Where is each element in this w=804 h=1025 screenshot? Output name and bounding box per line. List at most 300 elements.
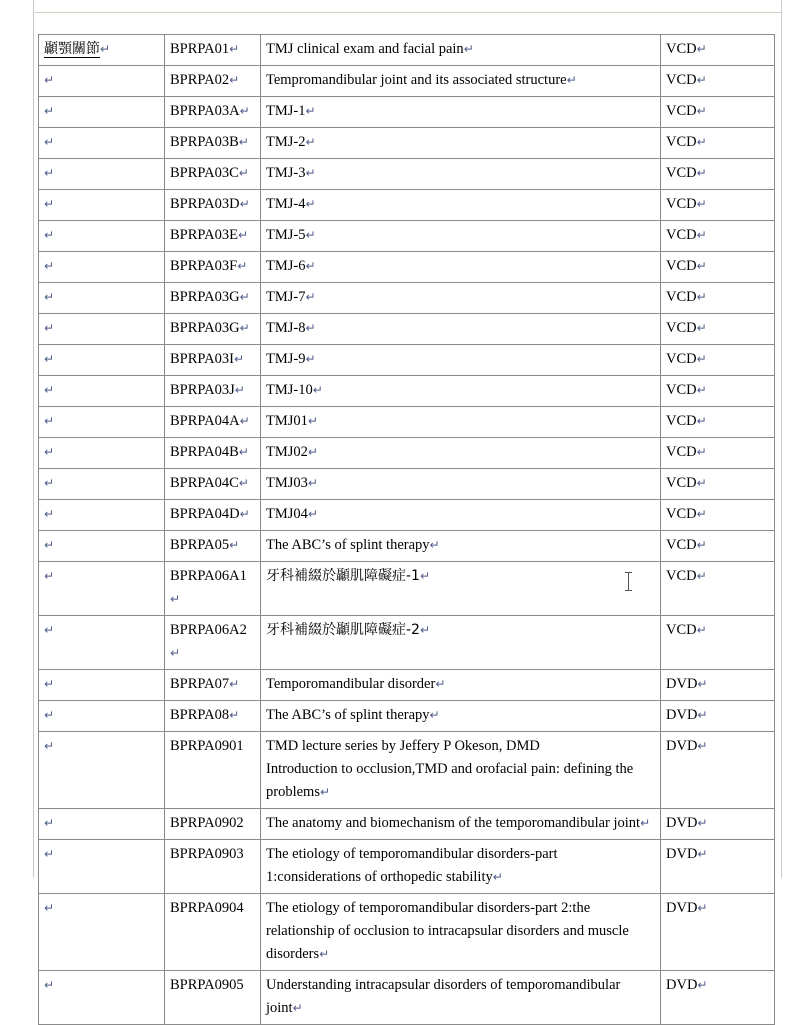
cell-category[interactable] [39, 159, 165, 190]
cell-media[interactable] [661, 894, 775, 971]
table-row [39, 407, 775, 438]
cell-code[interactable] [165, 701, 261, 732]
paragraph-mark: ↵ [44, 978, 55, 992]
paragraph-mark: ↵ [697, 708, 708, 722]
title-label: TMJ03↵ [266, 475, 318, 491]
paragraph-mark: ↵ [307, 507, 318, 521]
paragraph-mark: ↵ [229, 538, 240, 552]
code-label: BPRPA03B [170, 134, 239, 150]
paragraph-mark: ↵ [44, 352, 55, 366]
cell-media[interactable] [661, 531, 775, 562]
cell-media[interactable] [661, 840, 775, 894]
cell-code[interactable] [165, 35, 261, 66]
paragraph-mark: ↵ [44, 259, 55, 273]
media-label: VCD [666, 134, 697, 150]
paragraph-mark: ↵ [696, 104, 707, 118]
media-label: VCD [666, 475, 697, 491]
cell-category[interactable] [39, 500, 165, 531]
cell-category[interactable] [39, 971, 165, 1025]
cell-category[interactable] [39, 66, 165, 97]
cell-title[interactable] [261, 469, 661, 500]
paragraph-mark: ↵ [44, 197, 55, 211]
page-left-margin [0, 0, 33, 878]
paragraph-mark: ↵ [696, 569, 707, 583]
paragraph-mark: ↵ [305, 352, 316, 366]
cell-category[interactable] [39, 562, 165, 616]
paragraph-mark: ↵ [292, 1001, 303, 1015]
code-label: BPRPA03G [170, 289, 240, 305]
paragraph-mark: ↵ [305, 321, 316, 335]
cell-title[interactable] [261, 376, 661, 407]
table-row [39, 840, 775, 894]
paragraph-mark: ↵ [44, 507, 55, 521]
media-label: VCD [666, 382, 697, 398]
cell-media[interactable] [661, 971, 775, 1025]
paragraph-mark: ↵ [234, 383, 245, 397]
cell-code[interactable] [165, 314, 261, 345]
cell-media[interactable] [661, 616, 775, 670]
paragraph-mark: ↵ [305, 259, 316, 273]
media-label: VCD [666, 444, 697, 460]
cell-category[interactable] [39, 809, 165, 840]
code-label: BPRPA03G [170, 320, 240, 336]
cell-category[interactable] [39, 128, 165, 159]
cell-category[interactable] [39, 376, 165, 407]
code-label: BPRPA04C [170, 475, 239, 491]
paragraph-mark: ↵ [696, 383, 707, 397]
cell-title[interactable] [261, 407, 661, 438]
title-label: TMJ-6↵ [266, 258, 316, 274]
title-label: TMJ clinical exam and facial pain↵ [266, 41, 474, 57]
media-label: VCD [666, 103, 697, 119]
table-row [39, 345, 775, 376]
paragraph-mark: ↵ [238, 445, 249, 459]
cell-category[interactable] [39, 701, 165, 732]
code-label: BPRPA04B [170, 444, 239, 460]
cell-media[interactable] [661, 159, 775, 190]
cell-code[interactable] [165, 971, 261, 1025]
paragraph-mark: ↵ [239, 321, 250, 335]
paragraph-mark: ↵ [696, 507, 707, 521]
paragraph-mark: ↵ [640, 816, 651, 830]
cell-code[interactable] [165, 531, 261, 562]
table-row [39, 701, 775, 732]
paragraph-mark: ↵ [44, 569, 55, 583]
media-label: DVD [666, 676, 698, 692]
code-label: BPRPA03C [170, 165, 239, 181]
paragraph-mark: ↵ [419, 623, 431, 637]
paragraph-mark: ↵ [239, 507, 250, 521]
paragraph-mark: ↵ [319, 947, 330, 961]
table-row [39, 376, 775, 407]
code-label: BPRPA03D [170, 196, 240, 212]
paragraph-mark: ↵ [696, 166, 707, 180]
paragraph-mark: ↵ [696, 42, 707, 56]
cell-media[interactable] [661, 314, 775, 345]
code-label: BPRPA0901 [170, 738, 244, 754]
media-label: VCD [666, 289, 697, 305]
cell-title[interactable] [261, 732, 661, 809]
cell-category[interactable] [39, 97, 165, 128]
cell-code[interactable] [165, 283, 261, 314]
table-row [39, 221, 775, 252]
cell-code[interactable] [165, 670, 261, 701]
paragraph-mark: ↵ [44, 538, 55, 552]
cell-category[interactable] [39, 221, 165, 252]
code-label: BPRPA0902 [170, 815, 244, 831]
cell-category[interactable] [39, 732, 165, 809]
category-label: 顳顎關節 [44, 41, 100, 57]
paragraph-mark: ↵ [238, 476, 249, 490]
cell-media[interactable] [661, 35, 775, 66]
media-label: VCD [666, 72, 697, 88]
code-label: BPRPA03I [170, 351, 234, 367]
paragraph-mark: ↵ [419, 569, 431, 583]
title-label: Temporomandibular disorder↵ [266, 676, 446, 692]
paragraph-mark: ↵ [305, 135, 316, 149]
paragraph-mark: ↵ [237, 228, 249, 242]
cell-code[interactable] [165, 894, 261, 971]
paragraph-mark: ↵ [44, 476, 55, 490]
title-label: The ABC’s of splint therapy↵ [266, 707, 440, 723]
cell-category[interactable] [39, 314, 165, 345]
paragraph-mark: ↵ [239, 104, 250, 118]
table-row [39, 159, 775, 190]
cell-media[interactable] [661, 97, 775, 128]
cell-title[interactable] [261, 128, 661, 159]
title-label: TMD lecture series by Jeffery P Okeson, DMD Introduction to occlusion,TMD and orofacial pain: defining the problems↵ [266, 738, 634, 800]
table-row [39, 531, 775, 562]
title-label: 牙科補綴於顳肌障礙症-2↵ [266, 622, 431, 638]
paragraph-mark: ↵ [697, 978, 708, 992]
cell-media[interactable] [661, 252, 775, 283]
title-label: Understanding intracapsular disorders of temporomandibular joint↵ [266, 977, 621, 1016]
title-label: TMJ-7↵ [266, 289, 316, 305]
code-label: BPRPA0904 [170, 900, 244, 916]
cell-title[interactable] [261, 670, 661, 701]
cell-category[interactable] [39, 35, 165, 66]
cell-code[interactable] [165, 438, 261, 469]
cell-title[interactable] [261, 252, 661, 283]
table-row [39, 438, 775, 469]
paragraph-mark: ↵ [429, 538, 440, 552]
paragraph-mark: ↵ [492, 870, 503, 884]
media-label: DVD [666, 846, 698, 862]
cell-code[interactable] [165, 345, 261, 376]
cell-media[interactable] [661, 500, 775, 531]
table-row [39, 894, 775, 971]
paragraph-mark: ↵ [44, 445, 55, 459]
code-label: BPRPA06A1 [170, 568, 247, 584]
title-label: TMJ-1↵ [266, 103, 316, 119]
paragraph-mark: ↵ [233, 352, 245, 366]
media-label: DVD [666, 977, 698, 993]
cell-title[interactable] [261, 190, 661, 221]
cell-code[interactable] [165, 376, 261, 407]
table-row [39, 809, 775, 840]
table-row [39, 670, 775, 701]
cell-category[interactable] [39, 190, 165, 221]
cell-media[interactable] [661, 438, 775, 469]
table-row [39, 971, 775, 1025]
code-label: BPRPA05 [170, 537, 230, 553]
table-row [39, 732, 775, 809]
cell-media[interactable] [661, 562, 775, 616]
media-label: DVD [666, 707, 698, 723]
media-label: VCD [666, 227, 697, 243]
paragraph-mark: ↵ [696, 135, 707, 149]
cell-category[interactable] [39, 670, 165, 701]
paragraph-mark: ↵ [696, 197, 707, 211]
title-label: TMJ-2↵ [266, 134, 316, 150]
cell-category[interactable] [39, 252, 165, 283]
code-label: BPRPA03F [170, 258, 238, 274]
paragraph-mark: ↵ [696, 476, 707, 490]
table-row [39, 97, 775, 128]
cell-title[interactable] [261, 66, 661, 97]
paragraph-mark: ↵ [696, 623, 707, 637]
media-label: DVD [666, 815, 698, 831]
code-label: BPRPA03J [170, 382, 235, 398]
media-label: VCD [666, 196, 697, 212]
paragraph-mark: ↵ [307, 445, 318, 459]
media-label: VCD [666, 258, 697, 274]
table-row [39, 35, 775, 66]
paragraph-mark: ↵ [44, 677, 55, 691]
table-row [39, 66, 775, 97]
cell-media[interactable] [661, 732, 775, 809]
title-label: TMJ04↵ [266, 506, 318, 522]
title-label: TMJ-5↵ [266, 227, 316, 243]
paragraph-mark: ↵ [566, 73, 577, 87]
table-row [39, 562, 775, 616]
code-label: BPRPA04D [170, 506, 240, 522]
cell-code[interactable] [165, 66, 261, 97]
media-label: VCD [666, 622, 697, 638]
paragraph-mark: ↵ [305, 166, 316, 180]
cell-media[interactable] [661, 128, 775, 159]
cell-media[interactable] [661, 190, 775, 221]
cell-code[interactable] [165, 616, 261, 670]
cell-category[interactable] [39, 407, 165, 438]
cell-title[interactable] [261, 221, 661, 252]
cell-code[interactable] [165, 562, 261, 616]
cell-media[interactable] [661, 376, 775, 407]
media-label: VCD [666, 413, 697, 429]
cell-title[interactable] [261, 840, 661, 894]
title-label: TMJ01↵ [266, 413, 318, 429]
cell-code[interactable] [165, 159, 261, 190]
code-label: BPRPA03E [170, 227, 238, 243]
cell-title[interactable] [261, 438, 661, 469]
media-label: VCD [666, 165, 697, 181]
paragraph-mark: ↵ [697, 677, 708, 691]
cell-media[interactable] [661, 701, 775, 732]
paragraph-mark: ↵ [696, 259, 707, 273]
paragraph-mark: ↵ [44, 623, 55, 637]
cell-category[interactable] [39, 894, 165, 971]
paragraph-mark: ↵ [697, 739, 708, 753]
cell-category[interactable] [39, 469, 165, 500]
paragraph-mark: ↵ [696, 321, 707, 335]
title-label: Tempromandibular joint and its associated structure↵ [266, 72, 577, 88]
code-label: BPRPA01 [170, 41, 230, 57]
paragraph-mark: ↵ [44, 901, 55, 915]
paragraph-mark: ↵ [229, 677, 240, 691]
title-label: TMJ-4↵ [266, 196, 316, 212]
cell-title[interactable] [261, 616, 661, 670]
code-label: BPRPA07 [170, 676, 230, 692]
table-row [39, 469, 775, 500]
paragraph-mark: ↵ [229, 708, 240, 722]
paragraph-mark: ↵ [44, 290, 55, 304]
paragraph-mark: ↵ [44, 847, 55, 861]
cell-media[interactable] [661, 283, 775, 314]
cell-media[interactable] [661, 670, 775, 701]
cell-code[interactable] [165, 809, 261, 840]
paragraph-mark: ↵ [319, 785, 331, 799]
paragraph-mark: ↵ [696, 352, 707, 366]
title-label: The etiology of temporomandibular disorders-part 2:the relationship of occlusion to intracapsular disorders and muscle disorders↵ [266, 900, 629, 962]
paragraph-mark: ↵ [435, 677, 446, 691]
cell-code[interactable] [165, 97, 261, 128]
cell-media[interactable] [661, 469, 775, 500]
cell-code[interactable] [165, 221, 261, 252]
paragraph-mark: ↵ [44, 816, 55, 830]
cell-code[interactable] [165, 407, 261, 438]
paragraph-mark: ↵ [170, 646, 181, 660]
paragraph-mark: ↵ [696, 290, 707, 304]
paragraph-mark: ↵ [312, 383, 323, 397]
paragraph-mark: ↵ [696, 73, 707, 87]
page-right-margin [782, 0, 804, 878]
code-label: BPRPA0905 [170, 977, 244, 993]
table-row [39, 314, 775, 345]
cell-title[interactable] [261, 701, 661, 732]
title-label: The etiology of temporomandibular disorders-part 1:considerations of orthopedic stability↵ [266, 846, 558, 885]
cell-category[interactable] [39, 438, 165, 469]
paragraph-mark: ↵ [237, 259, 248, 273]
cell-category[interactable] [39, 616, 165, 670]
cell-title[interactable] [261, 35, 661, 66]
document-body [38, 34, 774, 1025]
code-label: BPRPA0903 [170, 846, 244, 862]
cell-code[interactable] [165, 190, 261, 221]
paragraph-mark: ↵ [305, 228, 316, 242]
cell-title[interactable] [261, 500, 661, 531]
paragraph-mark: ↵ [238, 166, 249, 180]
paragraph-mark: ↵ [229, 42, 240, 56]
cell-code[interactable] [165, 500, 261, 531]
paragraph-mark: ↵ [238, 135, 249, 149]
cell-title[interactable] [261, 809, 661, 840]
media-label: VCD [666, 506, 697, 522]
cell-code[interactable] [165, 840, 261, 894]
paragraph-mark: ↵ [44, 383, 55, 397]
cell-title[interactable] [261, 894, 661, 971]
title-label: TMJ-9↵ [266, 351, 316, 367]
paragraph-mark: ↵ [229, 73, 240, 87]
cell-media[interactable] [661, 221, 775, 252]
media-label: VCD [666, 568, 697, 584]
cell-code[interactable] [165, 128, 261, 159]
cell-category[interactable] [39, 840, 165, 894]
paragraph-mark: ↵ [44, 135, 55, 149]
media-label: DVD [666, 738, 698, 754]
cell-title[interactable] [261, 562, 661, 616]
paragraph-mark: ↵ [696, 414, 707, 428]
paragraph-mark: ↵ [44, 166, 55, 180]
paragraph-mark: ↵ [170, 592, 181, 606]
page-top-rule [33, 12, 782, 13]
code-label: BPRPA02 [170, 72, 230, 88]
title-label: TMJ-3↵ [266, 165, 316, 181]
paragraph-mark: ↵ [696, 445, 707, 459]
table-row [39, 283, 775, 314]
cell-title[interactable] [261, 345, 661, 376]
cell-title[interactable] [261, 283, 661, 314]
table-row [39, 252, 775, 283]
paragraph-mark: ↵ [44, 414, 55, 428]
paragraph-mark: ↵ [100, 42, 111, 56]
table-row [39, 190, 775, 221]
paragraph-mark: ↵ [44, 739, 55, 753]
cell-code[interactable] [165, 732, 261, 809]
code-label: BPRPA04A [170, 413, 240, 429]
paragraph-mark: ↵ [239, 290, 250, 304]
cell-media[interactable] [661, 809, 775, 840]
cell-category[interactable] [39, 283, 165, 314]
paragraph-mark: ↵ [697, 847, 708, 861]
title-label: TMJ-10↵ [266, 382, 323, 398]
paragraph-mark: ↵ [44, 708, 55, 722]
media-label: VCD [666, 537, 697, 553]
paragraph-mark: ↵ [696, 228, 707, 242]
cell-title[interactable] [261, 971, 661, 1025]
cell-title[interactable] [261, 314, 661, 345]
cell-category[interactable] [39, 531, 165, 562]
cell-code[interactable] [165, 252, 261, 283]
paragraph-mark: ↵ [429, 708, 440, 722]
media-label: VCD [666, 320, 697, 336]
cell-media[interactable] [661, 345, 775, 376]
code-label: BPRPA08 [170, 707, 230, 723]
table-row [39, 500, 775, 531]
cell-title[interactable] [261, 531, 661, 562]
paragraph-mark: ↵ [697, 901, 708, 915]
media-label: VCD [666, 351, 697, 367]
paragraph-mark: ↵ [305, 197, 316, 211]
media-catalog-table [38, 34, 775, 1025]
paragraph-mark: ↵ [305, 104, 316, 118]
title-label: The ABC’s of splint therapy↵ [266, 537, 440, 553]
cell-media[interactable] [661, 407, 775, 438]
paragraph-mark: ↵ [463, 42, 474, 56]
paragraph-mark: ↵ [697, 816, 708, 830]
cell-media[interactable] [661, 66, 775, 97]
media-label: DVD [666, 900, 698, 916]
table-row [39, 128, 775, 159]
cell-code[interactable] [165, 469, 261, 500]
cell-category[interactable] [39, 345, 165, 376]
paragraph-mark: ↵ [44, 73, 55, 87]
paragraph-mark: ↵ [307, 414, 318, 428]
paragraph-mark: ↵ [239, 414, 250, 428]
cell-title[interactable] [261, 97, 661, 128]
cell-title[interactable] [261, 159, 661, 190]
title-label: TMJ-8↵ [266, 320, 316, 336]
paragraph-mark: ↵ [696, 538, 707, 552]
